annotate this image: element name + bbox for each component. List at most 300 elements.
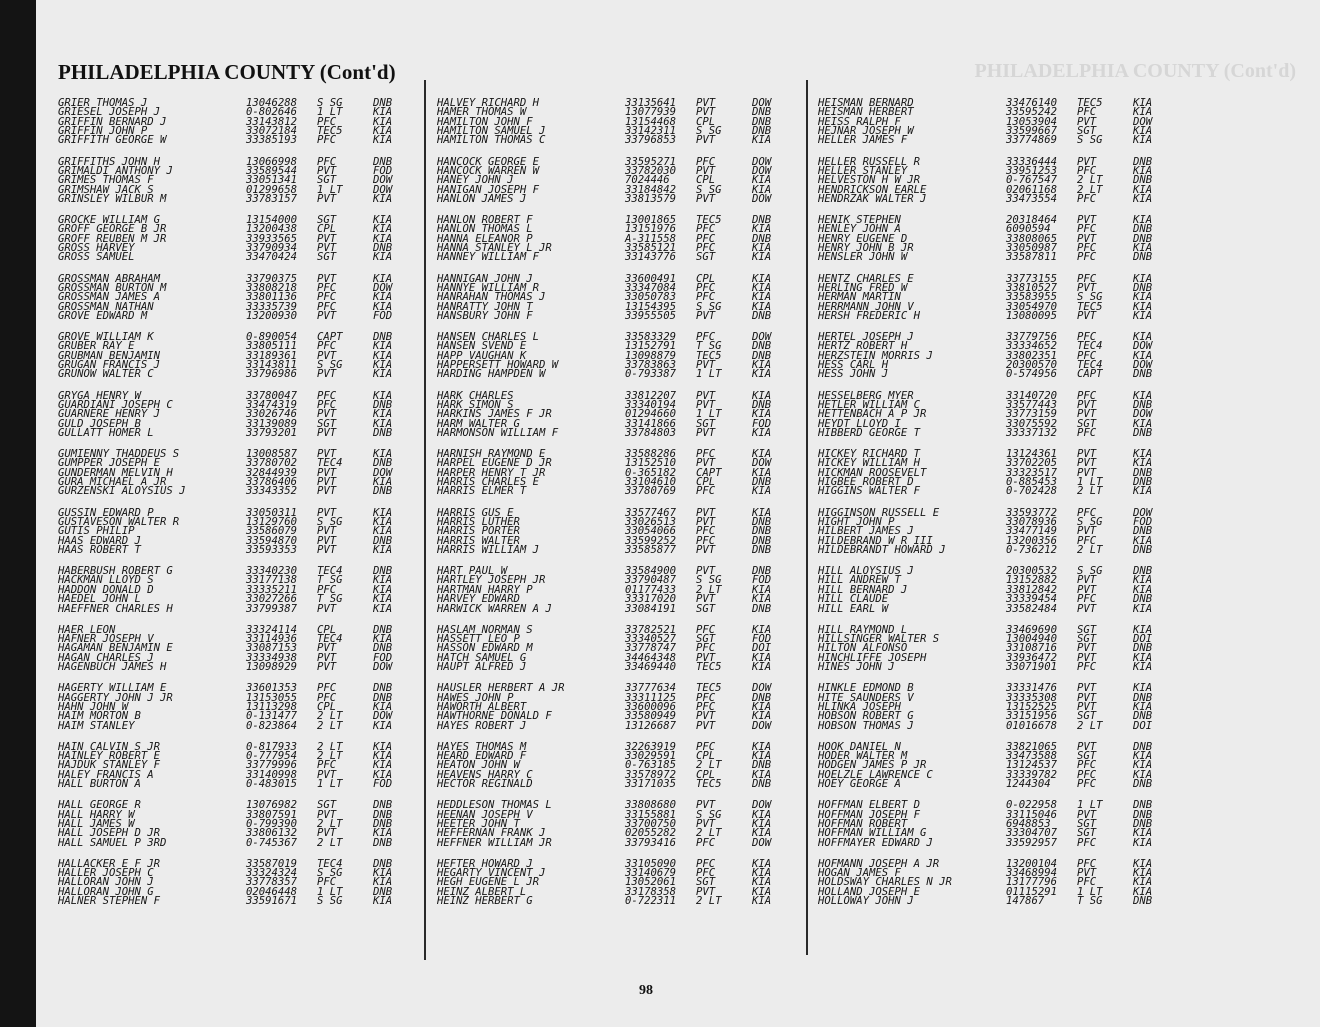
rank: S SG	[696, 125, 722, 138]
soldier-name: HARRIS LUTHER	[437, 515, 520, 528]
status-code: DNB	[373, 799, 393, 812]
soldier-name: HARRIS PORTER	[437, 525, 520, 538]
rank: PVT	[1077, 574, 1097, 587]
soldier-name: HERLING FRED W	[818, 281, 908, 294]
rank: SGT	[696, 632, 716, 645]
serial-number: 33808065	[1006, 232, 1058, 245]
status-code: KIA	[752, 750, 772, 763]
rank: S SG	[317, 515, 343, 528]
soldier-name: HALNER STEPHEN F	[58, 895, 161, 908]
serial-number: 33796986	[246, 368, 298, 381]
serial-number: 33469690	[1006, 623, 1058, 636]
rank: PFC	[1077, 272, 1097, 285]
status-code: DNB	[373, 97, 393, 109]
status-code: KIA	[1133, 417, 1153, 430]
rank: PVT	[317, 525, 337, 538]
roster-row	[437, 253, 812, 262]
status-code: FOD	[752, 632, 772, 645]
soldier-name: HELVESTON H W JR	[818, 174, 921, 187]
status-code: FOD	[1133, 515, 1153, 528]
soldier-name: HAWORTH ALBERT	[437, 700, 527, 713]
status-code: KIA	[1133, 272, 1153, 285]
serial-number: 0-483015	[246, 778, 298, 791]
status-code: DNB	[1133, 251, 1153, 264]
soldier-name: HAMILTON SAMUEL J	[437, 125, 546, 138]
status-code: DOW	[752, 836, 772, 849]
rank: SGT	[1077, 417, 1097, 430]
serial-number: 13124361	[1006, 448, 1058, 461]
rank: SGT	[1077, 632, 1097, 645]
status-code: DNB	[1133, 466, 1153, 479]
rank: PVT	[696, 593, 716, 606]
rank: SGT	[317, 251, 337, 264]
soldier-name: HALLER JOSEPH C	[58, 867, 154, 880]
roster-row	[58, 780, 433, 789]
rank: T SG	[696, 340, 722, 353]
soldier-name: HARRIS CHARLES E	[437, 476, 540, 489]
status-code: DNB	[1133, 155, 1153, 168]
status-code: DOW	[752, 155, 772, 168]
status-code: KIA	[752, 408, 772, 421]
soldier-name: GRIFFIN JOHN P	[58, 125, 148, 138]
status-code: KIA	[752, 623, 772, 636]
status-code: KIA	[373, 291, 393, 304]
soldier-name: HANNIGAN JOHN J	[437, 272, 533, 285]
roster-group	[58, 801, 433, 848]
soldier-name: HAEFFNER CHARLES H	[58, 602, 173, 615]
status-code: DNB	[373, 457, 393, 470]
serial-number: 13124537	[1006, 759, 1058, 772]
serial-number: 33151956	[1006, 710, 1058, 723]
rank: S SG	[1077, 565, 1103, 578]
status-code: KIA	[1133, 700, 1153, 713]
soldier-name: HARK CHARLES	[437, 389, 514, 402]
soldier-name: HARTLEY JOSEPH JR	[437, 574, 546, 587]
roster-group	[818, 389, 1193, 439]
roster-row	[58, 253, 433, 262]
rank: CPL	[317, 623, 337, 636]
soldier-name: GUMIENNY THADDEUS S	[58, 448, 180, 461]
rank: SGT	[1077, 125, 1097, 138]
serial-number: 33805111	[246, 340, 298, 353]
rank: PVT	[696, 799, 716, 812]
serial-number: 33589544	[246, 164, 298, 177]
soldier-name: HALLORAN JOHN G	[58, 885, 154, 898]
soldier-name: HLINKA JOSEPH	[818, 700, 901, 713]
soldier-name: GRUBMAN BENJAMIN	[58, 349, 161, 362]
rank: PFC	[1077, 223, 1097, 236]
serial-number: 33599667	[1006, 125, 1058, 138]
serial-number: 01016678	[1006, 719, 1058, 732]
status-code: DNB	[373, 155, 393, 168]
soldier-name: HOFFMAYER EDWARD J	[818, 836, 933, 849]
soldier-name: HINES JOHN J	[818, 661, 895, 674]
soldier-name: HANNEY WILLIAM F	[437, 251, 540, 264]
serial-number: 32844939	[246, 466, 298, 479]
serial-number: 147867	[1006, 895, 1045, 908]
status-code: KIA	[373, 719, 393, 732]
rank: 1 LT	[1077, 476, 1103, 489]
soldier-name: HOFFMAN ELBERT D	[818, 799, 921, 812]
soldier-name: HILL CLAUDE	[818, 593, 889, 606]
serial-number: 33339454	[1006, 593, 1058, 606]
roster-group	[818, 216, 1193, 263]
soldier-name: GROSSMAN NATHAN	[58, 300, 154, 313]
rank: PFC	[1077, 534, 1097, 547]
rank: TEC5	[1077, 300, 1103, 313]
serial-number: 13153055	[246, 691, 298, 704]
column-divider-1	[424, 80, 426, 960]
serial-number: 13066998	[246, 155, 298, 168]
soldier-name: GROVE WILLIAM K	[58, 331, 154, 344]
serial-number: 33141866	[625, 417, 677, 430]
serial-number: 33335211	[246, 583, 298, 596]
serial-number: 34464348	[625, 651, 677, 664]
serial-number: 33799387	[246, 602, 298, 615]
soldier-name: GRUNOW WALTER C	[58, 368, 154, 381]
rank: TEC5	[317, 125, 343, 138]
status-code: DNB	[1133, 642, 1153, 655]
status-code: KIA	[373, 632, 393, 645]
serial-number: 33587019	[246, 857, 298, 870]
rank: PVT	[317, 808, 337, 821]
rank: S SG	[1077, 291, 1103, 304]
rank: PVT	[696, 426, 716, 439]
rank: PVT	[317, 164, 337, 177]
serial-number: 33773159	[1006, 408, 1058, 421]
serial-number: 0-817933	[246, 740, 298, 753]
soldier-name: HELLER JAMES F	[818, 134, 908, 147]
rank: PFC	[317, 281, 337, 294]
serial-number: 33135641	[625, 97, 677, 109]
roster-row	[58, 136, 433, 145]
roster-row	[58, 426, 433, 439]
roster-group	[58, 857, 433, 908]
roster-row	[818, 136, 1193, 145]
serial-number: 33140998	[246, 768, 298, 781]
serial-number: 0-802646	[246, 106, 298, 119]
status-code: DNB	[752, 214, 772, 227]
soldier-name: GRYGA HENRY W	[58, 389, 141, 402]
status-code: DNB	[752, 349, 772, 362]
roster-group	[437, 740, 812, 791]
document-page	[36, 0, 1320, 1027]
status-code: DNB	[373, 485, 393, 498]
rank: CPL	[696, 272, 716, 285]
status-code: DOW	[1133, 359, 1153, 372]
soldier-name: HERMAN MARTIN	[818, 291, 901, 304]
serial-number: 33143811	[246, 359, 298, 372]
serial-number: 13008587	[246, 448, 298, 461]
status-code: DNB	[752, 515, 772, 528]
serial-number: 33189361	[246, 349, 298, 362]
rank: PVT	[696, 817, 716, 830]
serial-number: 33582484	[1006, 602, 1058, 615]
rank: S SG	[317, 895, 343, 908]
soldier-name: HAGAMAN BENJAMIN E	[58, 642, 173, 655]
rank: 2 LT	[696, 759, 722, 772]
soldier-name: HANSBURY JOHN F	[437, 309, 533, 322]
serial-number: 33473554	[1006, 192, 1058, 205]
status-code: KIA	[1133, 827, 1153, 840]
serial-number: 33050783	[625, 291, 677, 304]
soldier-name: HANSEN SVEND E	[437, 340, 527, 353]
soldier-name: HEFFNER WILLIAM JR	[437, 836, 552, 849]
serial-number: 33143776	[625, 251, 677, 264]
status-code: KIA	[373, 700, 393, 713]
rank: TEC5	[696, 214, 722, 227]
serial-number: 0-777954	[246, 750, 298, 763]
rank: PVT	[1077, 466, 1097, 479]
rank: PFC	[696, 448, 716, 461]
roster-group	[437, 155, 812, 205]
roster-row	[58, 370, 433, 379]
rank: PFC	[1077, 836, 1097, 849]
status-code: KIA	[373, 593, 393, 606]
status-code: KIA	[1133, 534, 1153, 547]
serial-number: 33324114	[246, 623, 298, 636]
rank: PVT	[317, 272, 337, 285]
serial-number: 33936472	[1006, 651, 1058, 664]
rank: PFC	[1077, 251, 1097, 264]
soldier-name: GRIMSHAW JACK S	[58, 183, 154, 196]
roster-row	[58, 602, 433, 615]
soldier-name: GRIFFIN BERNARD J	[58, 115, 167, 128]
rank: TEC5	[1077, 97, 1103, 109]
serial-number: 33780047	[246, 389, 298, 402]
serial-number: 33334652	[1006, 340, 1058, 353]
serial-number: 33812842	[1006, 583, 1058, 596]
status-code: DOW	[752, 682, 772, 695]
serial-number: 33790375	[246, 272, 298, 285]
rank: PFC	[1077, 759, 1097, 772]
soldier-name: HERSH FREDERIC H	[818, 309, 921, 322]
status-code: KIA	[752, 368, 772, 381]
rank: PFC	[696, 857, 716, 870]
serial-number: 33311125	[625, 691, 677, 704]
status-code: KIA	[1133, 682, 1153, 695]
status-code: KIA	[373, 750, 393, 763]
rank: PFC	[1077, 778, 1097, 791]
serial-number: 33773155	[1006, 272, 1058, 285]
soldier-name: HENIK STEPHEN	[818, 214, 901, 227]
soldier-name: GROSSMAN JAMES A	[58, 291, 161, 304]
rank: PVT	[317, 651, 337, 664]
rank: T SG	[317, 593, 343, 606]
status-code: FOD	[752, 417, 772, 430]
status-code: KIA	[373, 106, 393, 119]
soldier-name: HANLON ROBERT F	[437, 214, 533, 227]
rank: PVT	[1077, 642, 1097, 655]
serial-number: 33774869	[1006, 134, 1058, 147]
status-code: DOW	[752, 457, 772, 470]
serial-number: 13152882	[1006, 574, 1058, 587]
rank: PVT	[1077, 700, 1097, 713]
serial-number: 13126687	[625, 719, 677, 732]
rank: SGT	[696, 602, 716, 615]
status-code: KIA	[752, 251, 772, 264]
rank: SGT	[1077, 817, 1097, 830]
serial-number: 0-022958	[1006, 799, 1058, 812]
serial-number: 33108716	[1006, 642, 1058, 655]
rank: 2 LT	[1077, 183, 1103, 196]
serial-number: 33054066	[625, 525, 677, 538]
serial-number: 0-767547	[1006, 174, 1058, 187]
soldier-name: HEFTER HOWARD J	[437, 857, 533, 870]
rank: 1 LT	[317, 778, 343, 791]
roster-row	[437, 663, 812, 672]
soldier-name: HARPER HENRY T JR	[437, 466, 546, 479]
serial-number: 33584900	[625, 565, 677, 578]
serial-number: 33050311	[246, 506, 298, 519]
rank: PFC	[317, 682, 337, 695]
roster-row	[58, 897, 433, 906]
status-code: KIA	[752, 389, 772, 402]
serial-number: 33474319	[246, 398, 298, 411]
soldier-name: HAMER THOMAS W	[437, 106, 527, 119]
rank: SGT	[1077, 750, 1097, 763]
soldier-name: GRUBER RAY E	[58, 340, 135, 353]
rank: PFC	[1077, 242, 1097, 255]
status-code: KIA	[1133, 583, 1153, 596]
serial-number: 33702205	[1006, 457, 1058, 470]
rank: PVT	[696, 134, 716, 147]
status-code: DNB	[373, 623, 393, 636]
serial-number: 33593772	[1006, 506, 1058, 519]
rank: PVT	[317, 466, 337, 479]
roster-group	[818, 272, 1193, 322]
soldier-name: HETTENBACH A P JR	[818, 408, 927, 421]
soldier-name: HERTZ ROBERT H	[818, 340, 908, 353]
soldier-name: HEFFERNAN FRANK J	[437, 827, 546, 840]
status-code: KIA	[373, 476, 393, 489]
soldier-name: HOBSON THOMAS J	[818, 719, 914, 732]
serial-number: A-311558	[625, 232, 677, 245]
status-code: KIA	[373, 232, 393, 245]
soldier-name: HOFFMAN ROBERT	[818, 817, 908, 830]
status-code: KIA	[752, 506, 772, 519]
soldier-name: HACKMAN LLOYD S	[58, 574, 154, 587]
rank: PVT	[317, 349, 337, 362]
serial-number: 33177138	[246, 574, 298, 587]
roster-row	[818, 602, 1193, 615]
serial-number: 33027266	[246, 593, 298, 606]
serial-number: 01115291	[1006, 885, 1058, 898]
rank: PVT	[1077, 457, 1097, 470]
serial-number: 13077939	[625, 106, 677, 119]
rank: PVT	[1077, 682, 1097, 695]
rank: CPL	[696, 476, 716, 489]
roster-row	[437, 309, 812, 322]
rank: PFC	[696, 740, 716, 753]
rank: PVT	[1077, 740, 1097, 753]
serial-number: 33806132	[246, 827, 298, 840]
roster-row	[818, 719, 1193, 732]
serial-number: 33577467	[625, 506, 677, 519]
soldier-name: HEGARTY VINCENT J	[437, 867, 546, 880]
status-code: FOD	[373, 164, 393, 177]
status-code: KIA	[373, 272, 393, 285]
serial-number: 33779996	[246, 759, 298, 772]
roster-row	[437, 780, 812, 789]
soldier-name: HILL ANDREW T	[818, 574, 901, 587]
soldier-name: GROSS SAMUEL	[58, 251, 135, 264]
roster-row	[818, 836, 1193, 849]
rank: PVT	[317, 242, 337, 255]
serial-number: 33810527	[1006, 281, 1058, 294]
serial-number: 0-722311	[625, 895, 677, 908]
soldier-name: HANCOCK WARREN W	[437, 164, 540, 177]
status-code: KIA	[752, 857, 772, 870]
rank: PFC	[317, 759, 337, 772]
roster-row	[818, 897, 1193, 906]
soldier-name: GROFF REUBEN M JR	[58, 232, 167, 245]
soldier-name: HOEY GEORGE A	[818, 778, 901, 791]
serial-number: 33078936	[1006, 515, 1058, 528]
status-code: KIA	[1133, 651, 1153, 664]
rank: 2 LT	[1077, 719, 1103, 732]
serial-number: 33595271	[625, 155, 677, 168]
status-code: KIA	[373, 525, 393, 538]
soldier-name: HENRY EUGENE D	[818, 232, 908, 245]
roster-group	[58, 155, 433, 205]
roster-group	[58, 216, 433, 263]
rank: TEC5	[696, 682, 722, 695]
status-code: DNB	[373, 534, 393, 547]
serial-number: 13046288	[246, 97, 298, 109]
status-code: DNB	[752, 398, 772, 411]
rank: TEC4	[1077, 359, 1103, 372]
rank: PFC	[1077, 876, 1097, 889]
soldier-name: HILLSINGER WALTER S	[818, 632, 940, 645]
status-code: DNB	[752, 565, 772, 578]
roster-row	[818, 253, 1193, 262]
rank: 2 LT	[1077, 543, 1103, 556]
soldier-name: HARWICK WARREN A J	[437, 602, 552, 615]
rank: TEC5	[696, 349, 722, 362]
serial-number: 33595242	[1006, 106, 1058, 119]
status-code: KIA	[373, 359, 393, 372]
soldier-name: HEISMAN HERBERT	[818, 106, 914, 119]
rank: PVT	[696, 885, 716, 898]
roster-row	[437, 136, 812, 145]
serial-number: 33808680	[625, 799, 677, 812]
serial-number: 33583955	[1006, 291, 1058, 304]
rank: PVT	[696, 309, 716, 322]
rank: 1 LT	[317, 106, 343, 119]
rank: PVT	[696, 106, 716, 119]
rank: CAPT	[317, 331, 343, 344]
status-code: KIA	[1133, 291, 1153, 304]
status-code: DNB	[1133, 174, 1153, 187]
serial-number: 33807591	[246, 808, 298, 821]
rank: PVT	[1077, 602, 1097, 615]
rank: PFC	[696, 867, 716, 880]
serial-number: 33468994	[1006, 867, 1058, 880]
rank: PFC	[696, 836, 716, 849]
serial-number: 33029591	[625, 750, 677, 763]
status-code: DNB	[1133, 778, 1153, 791]
soldier-name: HICKMAN ROOSEVELT	[818, 466, 927, 479]
soldier-name: HENLEY JOHN A	[818, 223, 901, 236]
status-code: DNB	[373, 808, 393, 821]
serial-number: 33790487	[625, 574, 677, 587]
status-code: KIA	[373, 506, 393, 519]
status-code: KIA	[752, 448, 772, 461]
serial-number: 13154468	[625, 115, 677, 128]
roster-group	[58, 623, 433, 674]
status-code: DNB	[752, 115, 772, 128]
